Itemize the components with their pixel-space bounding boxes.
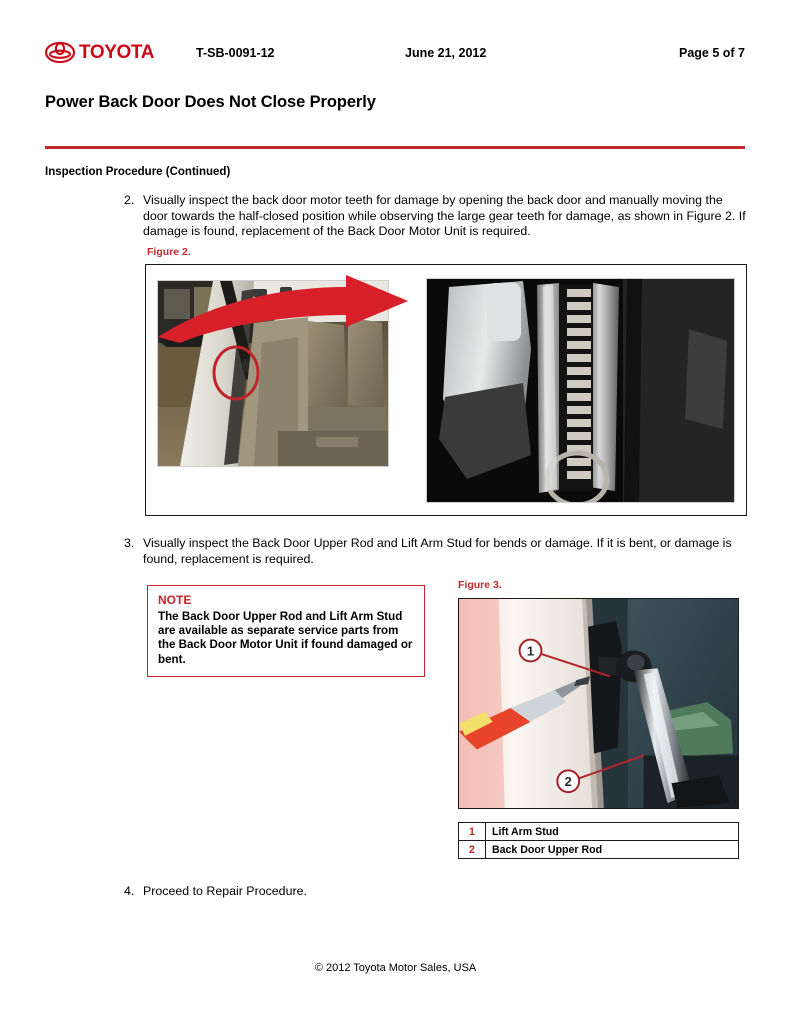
bulletin-number: T-SB-0091-12	[196, 46, 275, 60]
step-number: 2.	[124, 193, 135, 207]
figure-2-container	[145, 264, 747, 516]
note-title: NOTE	[158, 593, 192, 607]
table-row	[459, 841, 739, 859]
toyota-logo-text: TOYOTA	[79, 42, 155, 63]
bulletin-date: June 21, 2012	[405, 46, 487, 60]
page-header	[45, 42, 745, 72]
table-row	[459, 823, 739, 841]
lift-arm-stud-illustration	[459, 599, 738, 808]
step-text: Proceed to Repair Procedure.	[143, 884, 307, 898]
legend-label: Back Door Upper Rod	[486, 841, 739, 859]
procedure-step-2	[124, 193, 749, 240]
figure-3-legend-table	[458, 822, 739, 859]
section-heading: Inspection Procedure (Continued)	[45, 166, 231, 178]
figure-2-right-photo	[426, 278, 735, 503]
legend-number: 1	[459, 823, 486, 841]
legend-label: Lift Arm Stud	[486, 823, 739, 841]
page-title: Power Back Door Does Not Close Properly	[45, 93, 376, 111]
page-number: Page 5 of 7	[679, 46, 745, 60]
title-divider	[45, 146, 745, 149]
vehicle-interior-illustration	[158, 281, 388, 466]
step-number: 3.	[124, 536, 135, 550]
note-box	[147, 585, 425, 677]
step-text: Visually inspect the Back Door Upper Rod and Lift Arm Stud for bends or damage. If it is bent, or damage is found, replacement is required.	[143, 536, 732, 566]
page-footer: © 2012 Toyota Motor Sales, USA	[314, 962, 477, 974]
step-text: Visually inspect the back door motor teeth for damage by opening the back door and manually moving the door towards the half-closed position while observing the large gear teeth for damage, as shown in Figure 2. If damage is found, replacement of the Back Door Motor Unit is required.	[143, 193, 746, 239]
figure-2-left-photo	[157, 280, 389, 467]
procedure-step-4	[124, 884, 624, 900]
toyota-logo	[45, 42, 154, 63]
toyota-emblem-icon	[45, 42, 75, 63]
step-number: 4.	[124, 884, 135, 898]
figure-2-caption: Figure 2.	[147, 246, 191, 258]
note-text: The Back Door Upper Rod and Lift Arm Stud are available as separate service parts from the Back Door Motor Unit if found damaged or bent.	[158, 610, 413, 666]
figure-3-caption: Figure 3.	[458, 579, 502, 591]
procedure-step-3	[124, 536, 749, 567]
svg-text:1: 1	[526, 643, 535, 659]
motor-gear-teeth-illustration	[427, 279, 734, 502]
legend-number: 2	[459, 841, 486, 859]
svg-text:2: 2	[564, 774, 572, 790]
figure-3-photo	[458, 598, 739, 809]
